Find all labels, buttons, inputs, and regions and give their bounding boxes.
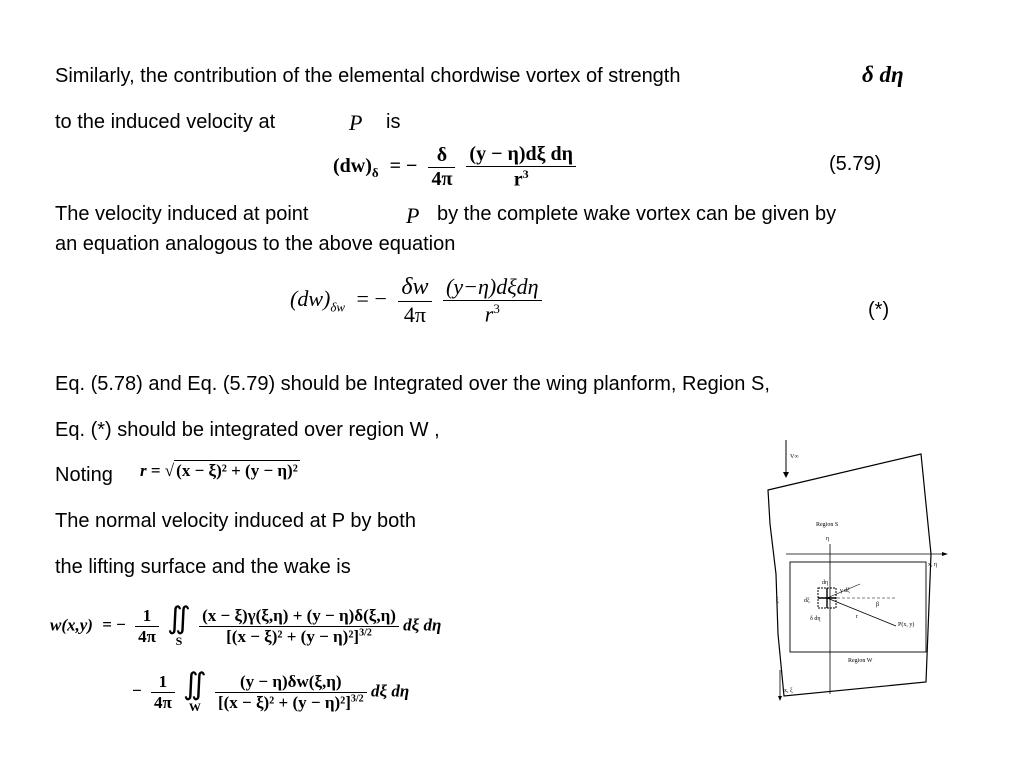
w-int2-den-base: [(x − ξ)² + (y − η)²] <box>217 693 351 712</box>
w-int1-den <box>199 626 399 647</box>
eq579-coef-den: 4π <box>428 167 455 191</box>
equation-5-79 <box>333 143 576 192</box>
text-line-10: The normal velocity induced at P by both <box>55 510 416 532</box>
w-diff1: dξ dη <box>403 615 442 635</box>
strength-symbol: δ dη <box>862 62 904 87</box>
wing-wake-figure <box>756 434 954 702</box>
x-eta-arrowhead <box>942 552 948 556</box>
x-xi-arrowhead <box>778 696 782 701</box>
eqstar-num: (y−η)dξdη <box>446 274 539 300</box>
eqstar-lhs: (dw) <box>290 286 331 312</box>
text-line-1: Similarly, the contribution of the elemental chordwise vortex of strength <box>55 65 681 87</box>
eq579-equals: = − <box>389 154 418 177</box>
w-coef2-den: 4π <box>151 692 175 713</box>
region-s-label: Region S <box>816 522 839 528</box>
w-int1-fraction <box>199 606 399 647</box>
point-p-symbol: P <box>349 110 363 135</box>
point-p-symbol-2: P <box>406 203 420 228</box>
text-line-4a: The velocity induced at point <box>55 203 309 225</box>
double-integral-w <box>183 670 207 715</box>
freestream-label: V∞ <box>790 454 799 460</box>
r-definition <box>140 461 300 481</box>
eqstar-den-exp: 3 <box>493 301 500 317</box>
eq579-main-fraction <box>466 143 576 192</box>
text-line-7: Eq. (5.78) and Eq. (5.79) should be Integrated over the wing planform, Region S, <box>55 373 770 395</box>
w-coef1 <box>135 606 159 647</box>
eqstar-equals: = − <box>356 286 387 312</box>
r-label: r <box>856 614 858 620</box>
eq579-den-r: r <box>513 168 523 191</box>
w-diff2: dξ dη <box>370 681 410 701</box>
angle-line <box>827 584 860 598</box>
w-int1-exp: 3/2 <box>359 627 372 639</box>
delta-d-eta-label: δ dη <box>810 616 821 622</box>
w-int2-num: (y − η)δw(ξ,η) <box>240 672 342 691</box>
r-def-rhs: (x − ξ)² + (y − η)² <box>176 461 298 480</box>
eq579-num: (y − η)dξ dη <box>469 143 573 165</box>
d-xi-label: dξ <box>804 598 810 604</box>
eq579-sub: δ <box>371 164 379 180</box>
beta-label: β <box>876 602 880 608</box>
eqstar-den <box>443 300 542 327</box>
w-coef2-num: 1 <box>158 672 168 691</box>
freestream-arrowhead <box>783 472 789 478</box>
equation-star <box>290 274 542 328</box>
eq579-den <box>466 166 576 192</box>
w-lhs: w(x,y) <box>50 615 93 635</box>
r-vector-line <box>827 598 896 626</box>
w-coef2 <box>151 672 175 713</box>
xi-label: ξ <box>776 598 779 604</box>
integral-region-s: S <box>175 634 183 648</box>
integral-sign-s: ∬ <box>167 602 191 635</box>
eqstar-den-r: r <box>484 301 494 327</box>
text-line-2b: is <box>386 111 401 133</box>
eq579-den-exp: 3 <box>522 167 529 181</box>
text-line-4b: by the complete wake vortex can be given by <box>437 203 837 225</box>
integral-sign-w: ∬ <box>183 668 207 701</box>
eqstar-coef-fraction <box>398 274 431 328</box>
text-line-8: Eq. (*) should be integrated over region W , <box>55 419 440 441</box>
text-line-5: an equation analogous to the above equation <box>55 233 456 255</box>
w-equation-line1 <box>50 604 441 649</box>
eq579-coef-num: δ <box>436 143 448 166</box>
eqstar-sub: δw <box>330 299 346 315</box>
r-def-lhs: r <box>140 461 147 480</box>
d-eta-label: dη <box>822 580 829 586</box>
eq579-coef-fraction <box>428 144 455 191</box>
w-equals: = − <box>102 615 126 635</box>
r-def-equals: = √ <box>150 461 175 480</box>
w-minus2: − <box>132 681 142 701</box>
text-line-11: the lifting surface and the wake is <box>55 556 351 578</box>
eqstar-coef-num: δw <box>401 274 429 300</box>
equation-number-star: (*) <box>868 299 890 321</box>
eq579-lhs: (dw) <box>333 154 372 177</box>
gamma-d-xi-label: γ dξ <box>840 588 850 594</box>
w-int1-den-base: [(x − ξ)² + (y − η)²] <box>226 627 360 646</box>
eqstar-main-fraction <box>443 274 542 327</box>
w-int2-exp: 3/2 <box>350 693 364 705</box>
double-integral-s <box>167 604 191 649</box>
w-coef1-den: 4π <box>135 626 159 647</box>
region-w-label: Region W <box>848 658 873 664</box>
integral-region-w: W <box>188 700 201 714</box>
point-p-label: P(x, y) <box>898 622 915 628</box>
equation-number-5-79: (5.79) <box>829 153 882 175</box>
x-eta-label: x, η <box>928 562 938 568</box>
x-xi-label: x, ξ <box>784 688 793 694</box>
text-line-2a: to the induced velocity at <box>55 111 276 133</box>
eqstar-coef-den: 4π <box>398 301 431 328</box>
w-int2-den <box>215 692 367 713</box>
w-equation-line2 <box>132 670 409 715</box>
w-coef1-num: 1 <box>142 606 152 625</box>
eta-axis-label: η <box>826 536 830 542</box>
wake-region-box <box>790 562 926 652</box>
w-int2-fraction <box>215 672 367 713</box>
w-int1-num: (x − ξ)γ(ξ,η) + (y − η)δ(ξ,η) <box>202 606 396 625</box>
noting-label: Noting <box>55 464 113 486</box>
